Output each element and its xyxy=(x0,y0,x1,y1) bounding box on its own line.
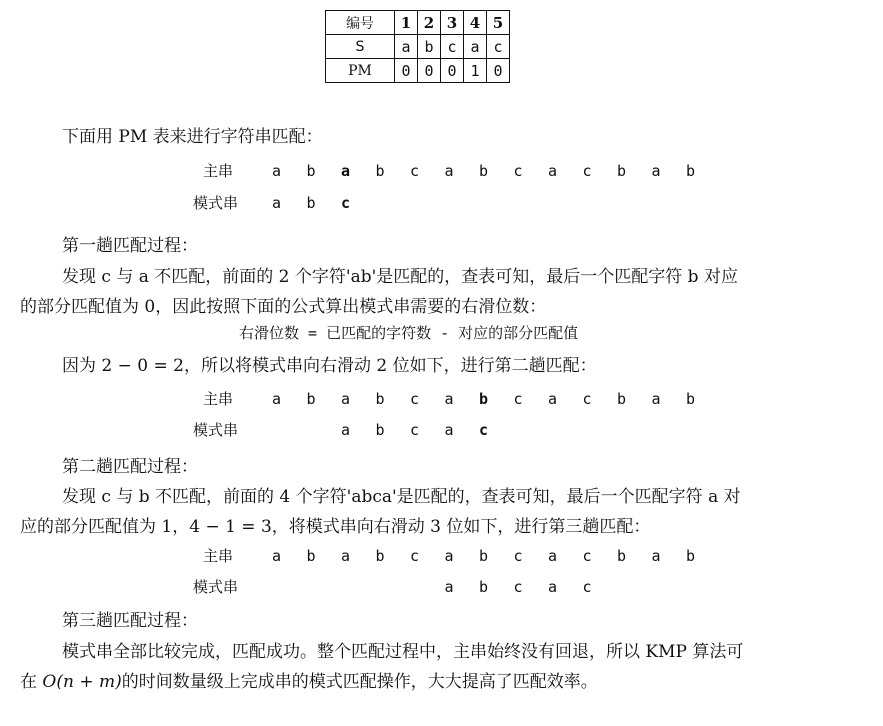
pm-table-header-label: 编号 xyxy=(326,11,395,35)
string-char: b xyxy=(306,162,316,180)
pm-table-s-cell: a xyxy=(395,35,418,59)
string-char: a xyxy=(444,162,454,180)
pass3-prefix: 在 xyxy=(20,672,43,692)
string-char: b xyxy=(686,547,696,565)
string-char: a xyxy=(651,162,661,180)
pm-table-s-cell: c xyxy=(441,35,464,59)
string-char: a xyxy=(272,547,282,565)
pass2-paragraph-line1: 发现 c 与 b 不匹配，前面的 4 个字符'abca'是匹配的，查表可知，最后一个匹配字符 a 对 xyxy=(62,487,741,507)
pm-table-index: 3 xyxy=(441,11,464,35)
string-char: a xyxy=(548,578,558,596)
pm-table-s-cell: b xyxy=(418,35,441,59)
string-char: b xyxy=(479,547,489,565)
pass2-paragraph-line2: 应的部分匹配值为 1，4 − 1 = 3，将模式串向右滑动 3 位如下，进行第三趟匹配： xyxy=(20,517,651,537)
main-string-label: 主串 xyxy=(203,390,234,408)
string-char: b xyxy=(479,162,489,180)
pattern-string-label: 模式串 xyxy=(193,421,239,439)
string-char: a xyxy=(651,547,661,565)
string-char: b xyxy=(375,390,385,408)
main-string-label: 主串 xyxy=(203,162,234,180)
string-char: a xyxy=(272,162,282,180)
string-char: c xyxy=(410,547,420,565)
string-char: a xyxy=(444,578,454,596)
string-char: a xyxy=(444,547,454,565)
string-char: b xyxy=(306,547,316,565)
string-char: c xyxy=(513,578,523,596)
string-char: c xyxy=(582,547,592,565)
string-char: b xyxy=(375,421,385,439)
pass2-heading: 第二趟匹配过程： xyxy=(62,457,198,477)
pm-table-index: 5 xyxy=(487,11,510,35)
string-char: a xyxy=(548,390,558,408)
pm-table-header-row xyxy=(326,11,510,35)
pm-table-index: 2 xyxy=(418,11,441,35)
complexity-expression: O(n + m) xyxy=(42,672,122,692)
string-char: b xyxy=(306,194,316,212)
shift-formula: 右滑位数 = 已匹配的字符数 - 对应的部分匹配值 xyxy=(239,324,579,342)
intro-text: 下面用 PM 表来进行字符串匹配： xyxy=(62,127,323,147)
string-char: a xyxy=(272,390,282,408)
string-char: a xyxy=(272,194,282,212)
pass1-shift-explanation: 因为 2 − 0 = 2，所以将模式串向右滑动 2 位如下，进行第二趟匹配： xyxy=(62,356,597,376)
pm-table-index: 1 xyxy=(395,11,418,35)
pm-table-s-cell: a xyxy=(464,35,487,59)
string-char: a xyxy=(548,162,558,180)
string-char: c xyxy=(513,390,523,408)
string-char: a xyxy=(341,421,351,439)
string-char: c xyxy=(341,194,351,212)
pattern-string-label: 模式串 xyxy=(193,578,239,596)
string-char: c xyxy=(410,390,420,408)
pass3-paragraph-line2 xyxy=(20,667,598,692)
string-char: c xyxy=(410,421,420,439)
pm-table-s-row xyxy=(326,35,510,59)
string-char: b xyxy=(617,162,627,180)
string-char: a xyxy=(341,162,351,180)
string-char: b xyxy=(479,390,489,408)
pass3-suffix: 的时间数量级上完成串的模式匹配操作，大大提高了匹配效率。 xyxy=(121,672,598,692)
string-char: b xyxy=(375,547,385,565)
string-char: b xyxy=(686,162,696,180)
string-char: b xyxy=(479,578,489,596)
string-char: c xyxy=(513,547,523,565)
string-char: c xyxy=(513,162,523,180)
string-char: c xyxy=(479,421,489,439)
pattern-string-label: 模式串 xyxy=(193,194,239,212)
pass3-paragraph-line1: 模式串全部比较完成，匹配成功。整个匹配过程中，主串始终没有回退，所以 KMP 算法可 xyxy=(62,642,744,662)
pm-table-pm-cell: 1 xyxy=(464,59,487,83)
string-char: c xyxy=(582,162,592,180)
pm-table-pm-cell: 0 xyxy=(418,59,441,83)
pm-table-pm-cell: 0 xyxy=(487,59,510,83)
string-char: a xyxy=(341,390,351,408)
string-char: b xyxy=(617,547,627,565)
pm-table xyxy=(325,10,510,83)
string-char: a xyxy=(548,547,558,565)
pm-table-pm-cell: 0 xyxy=(395,59,418,83)
string-char: a xyxy=(651,390,661,408)
string-char: b xyxy=(617,390,627,408)
string-char: a xyxy=(444,421,454,439)
pm-table-s-cell: c xyxy=(487,35,510,59)
pm-table-pm-label: PM xyxy=(326,59,395,83)
main-string-label: 主串 xyxy=(203,547,234,565)
string-char: b xyxy=(686,390,696,408)
string-char: c xyxy=(582,578,592,596)
string-char: b xyxy=(375,162,385,180)
string-char: a xyxy=(444,390,454,408)
string-char: b xyxy=(306,390,316,408)
pass1-heading: 第一趟匹配过程： xyxy=(62,236,198,256)
pm-table-s-label: S xyxy=(326,35,395,59)
pass1-paragraph-line2: 的部分匹配值为 0，因此按照下面的公式算出模式串需要的右滑位数： xyxy=(20,297,547,317)
pass3-heading: 第三趟匹配过程： xyxy=(62,611,198,631)
pm-table-pm-cell: 0 xyxy=(441,59,464,83)
pm-table-index: 4 xyxy=(464,11,487,35)
string-char: a xyxy=(341,547,351,565)
string-char: c xyxy=(410,162,420,180)
string-char: c xyxy=(582,390,592,408)
pm-table-pm-row xyxy=(326,59,510,83)
pass1-paragraph-line1: 发现 c 与 a 不匹配，前面的 2 个字符'ab'是匹配的，查表可知，最后一个匹配字符 b 对应 xyxy=(62,267,738,287)
